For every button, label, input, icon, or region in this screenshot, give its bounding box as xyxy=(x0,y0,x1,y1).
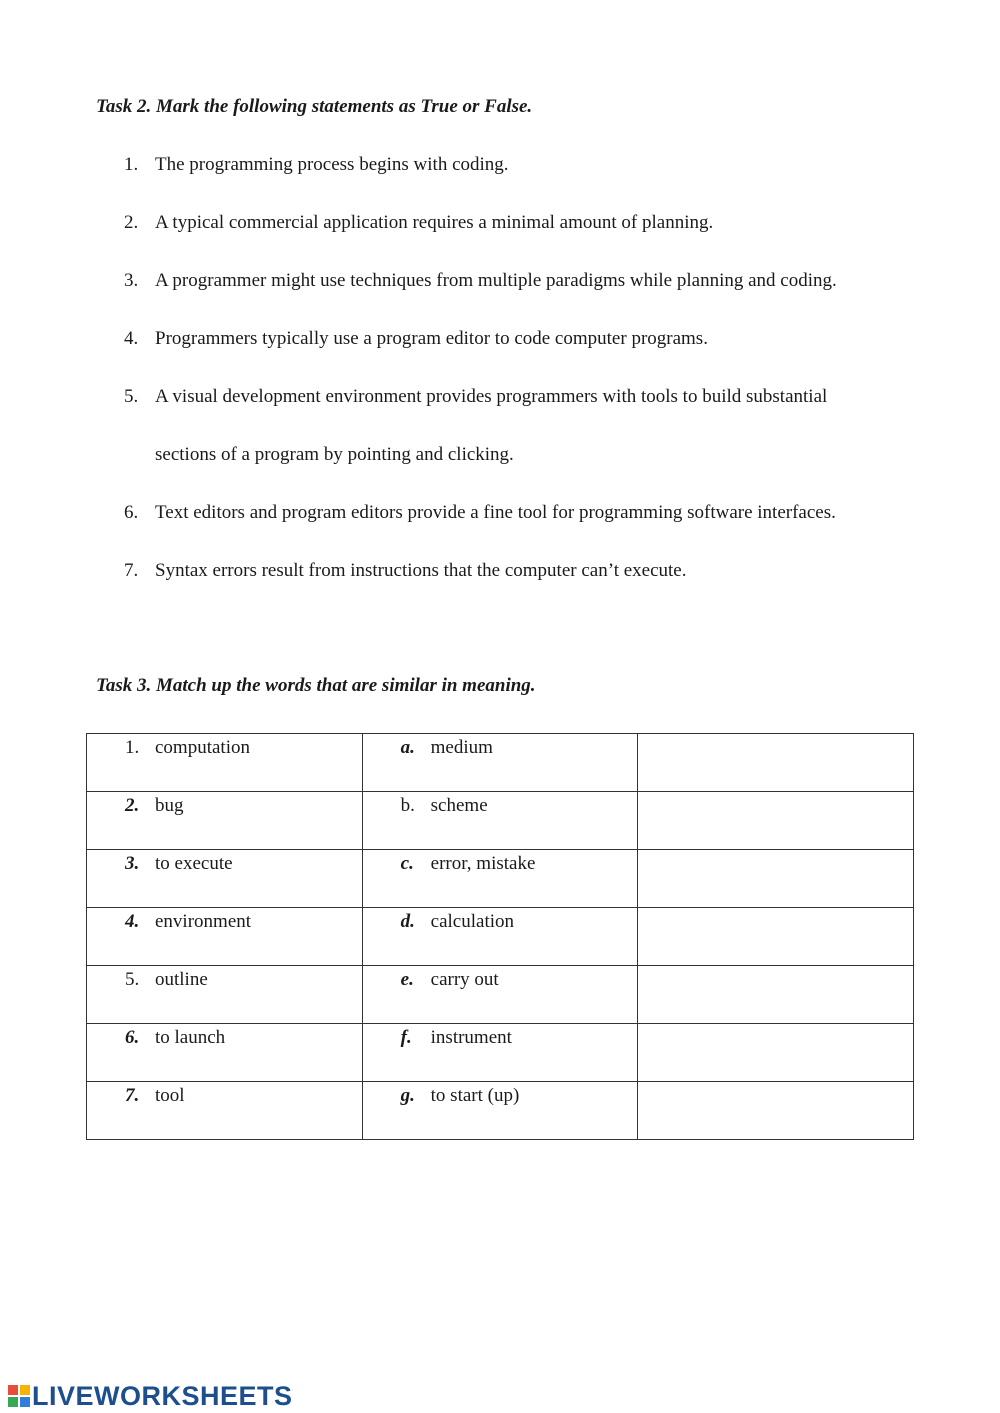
synonym-letter: g. xyxy=(400,1085,415,1106)
synonym-letter: a. xyxy=(400,737,415,758)
term-cell xyxy=(87,908,363,966)
term-number: 3. xyxy=(125,853,140,874)
logo-square xyxy=(20,1385,30,1395)
synonym-letter: e. xyxy=(400,969,414,990)
term-number: 2. xyxy=(125,795,140,816)
term-cell xyxy=(87,966,363,1024)
term-number: 4. xyxy=(125,911,140,932)
logo-text: LIVEWORKSHEETS xyxy=(32,1380,293,1411)
synonym-text: carry out xyxy=(430,969,499,990)
statement-number: 7. xyxy=(124,560,139,581)
synonym-text: calculation xyxy=(430,911,515,932)
table-row xyxy=(87,850,914,908)
statement-6 xyxy=(0,501,1000,525)
term-number: 7. xyxy=(125,1085,140,1106)
liveworksheets-logo xyxy=(8,1380,293,1412)
statement-3 xyxy=(0,269,1000,293)
answer-cell[interactable] xyxy=(638,792,914,850)
task2-heading: Task 2. Mark the following statements as True or False. xyxy=(96,96,533,117)
statement-4 xyxy=(0,327,1000,351)
statement-text: A programmer might use techniques from multiple paradigms while planning and coding. xyxy=(155,270,837,291)
logo-squares-icon xyxy=(8,1385,30,1407)
term-text: bug xyxy=(155,795,184,816)
statement-text: A typical commercial application requires a minimal amount of planning. xyxy=(155,212,714,233)
table-row xyxy=(87,1082,914,1140)
answer-cell[interactable] xyxy=(638,850,914,908)
table-row xyxy=(87,1024,914,1082)
answer-cell[interactable] xyxy=(638,966,914,1024)
statement-number: 3. xyxy=(124,270,139,291)
statement-number: 1. xyxy=(124,154,139,175)
synonym-cell xyxy=(362,792,638,850)
table-row xyxy=(87,734,914,792)
synonym-cell xyxy=(362,966,638,1024)
term-cell xyxy=(87,734,363,792)
statement-number: 2. xyxy=(124,212,139,233)
synonym-text: to start (up) xyxy=(430,1085,520,1106)
synonym-cell xyxy=(362,1024,638,1082)
logo-square xyxy=(8,1397,18,1407)
statement-7 xyxy=(0,559,1000,583)
logo-square xyxy=(8,1385,18,1395)
task3-heading: Task 3. Match up the words that are similar in meaning. xyxy=(96,675,536,696)
term-cell xyxy=(87,1024,363,1082)
term-text: tool xyxy=(155,1085,185,1106)
statement-text: Programmers typically use a program editor to code computer programs. xyxy=(155,328,708,349)
statement-number: 6. xyxy=(124,502,139,523)
statement-text: The programming process begins with coding. xyxy=(155,154,509,175)
table-row xyxy=(87,966,914,1024)
statement-5-continued xyxy=(0,443,1000,467)
term-text: environment xyxy=(155,911,252,932)
answer-cell[interactable] xyxy=(638,908,914,966)
statement-number: 4. xyxy=(124,328,139,349)
matching-table xyxy=(86,733,914,1140)
synonym-text: medium xyxy=(430,737,493,758)
synonym-letter: c. xyxy=(400,853,414,874)
synonym-cell xyxy=(362,908,638,966)
statement-text: Text editors and program editors provide a fine tool for programming software interfaces. xyxy=(155,502,836,523)
synonym-letter: f. xyxy=(400,1027,412,1048)
term-text: to execute xyxy=(155,853,233,874)
synonym-text: error, mistake xyxy=(430,853,536,874)
statement-1 xyxy=(0,153,1000,177)
statement-2 xyxy=(0,211,1000,235)
term-text: outline xyxy=(155,969,208,990)
answer-cell[interactable] xyxy=(638,734,914,792)
statement-number: 5. xyxy=(124,386,139,407)
synonym-letter: b. xyxy=(400,795,415,816)
synonym-cell xyxy=(362,734,638,792)
statement-text: A visual development environment provides programmers with tools to build substantial xyxy=(155,386,828,407)
term-cell xyxy=(87,1082,363,1140)
term-cell xyxy=(87,850,363,908)
synonym-text: instrument xyxy=(430,1027,512,1048)
term-number: 5. xyxy=(125,969,140,990)
synonym-text: scheme xyxy=(430,795,488,816)
term-cell xyxy=(87,792,363,850)
term-number: 6. xyxy=(125,1027,140,1048)
answer-cell[interactable] xyxy=(638,1082,914,1140)
statement-5 xyxy=(0,385,1000,409)
table-row xyxy=(87,908,914,966)
term-number: 1. xyxy=(125,737,140,758)
synonym-cell xyxy=(362,850,638,908)
statement-text: Syntax errors result from instructions that the computer can’t execute. xyxy=(155,560,687,581)
synonym-cell xyxy=(362,1082,638,1140)
answer-cell[interactable] xyxy=(638,1024,914,1082)
logo-square xyxy=(20,1397,30,1407)
term-text: to launch xyxy=(155,1027,226,1048)
synonym-letter: d. xyxy=(400,911,415,932)
table-row xyxy=(87,792,914,850)
term-text: computation xyxy=(155,737,250,758)
statement-text: sections of a program by pointing and clicking. xyxy=(155,444,514,465)
